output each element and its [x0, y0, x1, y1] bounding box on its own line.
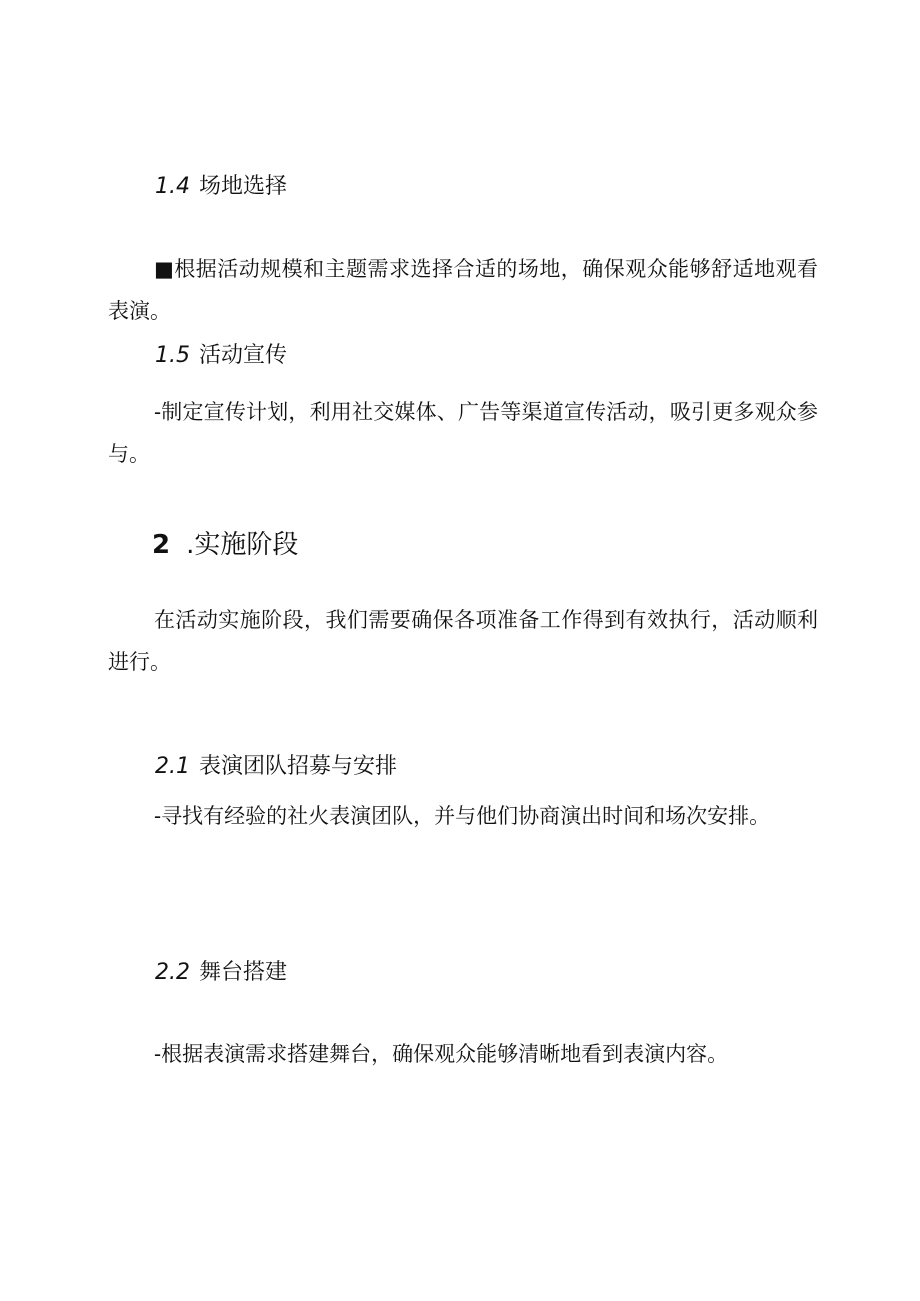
chapter-number: 2: [152, 530, 171, 560]
section-title: 活动宣传: [199, 343, 288, 368]
section-heading-2-2: [155, 958, 287, 988]
chapter-heading-2: [152, 528, 298, 562]
section-number: 2.2: [155, 960, 190, 985]
section-number: 1.5: [155, 343, 190, 368]
section-title: 场地选择: [199, 174, 288, 199]
section-paragraph: ■根据活动规模和主题需求选择合适的场地，确保观众能够舒适地观看表演。: [108, 257, 818, 323]
section-paragraph: -寻找有经验的社火表演团队，并与他们协商演出时间和场次安排。: [154, 804, 771, 828]
section-number: 2.1: [155, 754, 190, 779]
section-number: 1.4: [155, 174, 190, 199]
section-heading-2-1: [155, 752, 397, 782]
section-paragraph: -制定宣传计划，利用社交媒体、广告等渠道宣传活动，吸引更多观众参与。: [108, 400, 818, 466]
section-paragraph: -根据表演需求搭建舞台，确保观众能够清晰地看到表演内容。: [154, 1042, 729, 1066]
section-heading-1-5: [155, 341, 287, 371]
section-title: 表演团队招募与安排: [199, 754, 398, 779]
section-title: 舞台搭建: [199, 960, 288, 985]
section-paragraph: 在活动实施阶段，我们需要确保各项准备工作得到有效执行，活动顺利进行。: [108, 608, 818, 674]
chapter-title: .实施阶段: [186, 530, 299, 560]
section-heading-1-4: [155, 172, 287, 202]
